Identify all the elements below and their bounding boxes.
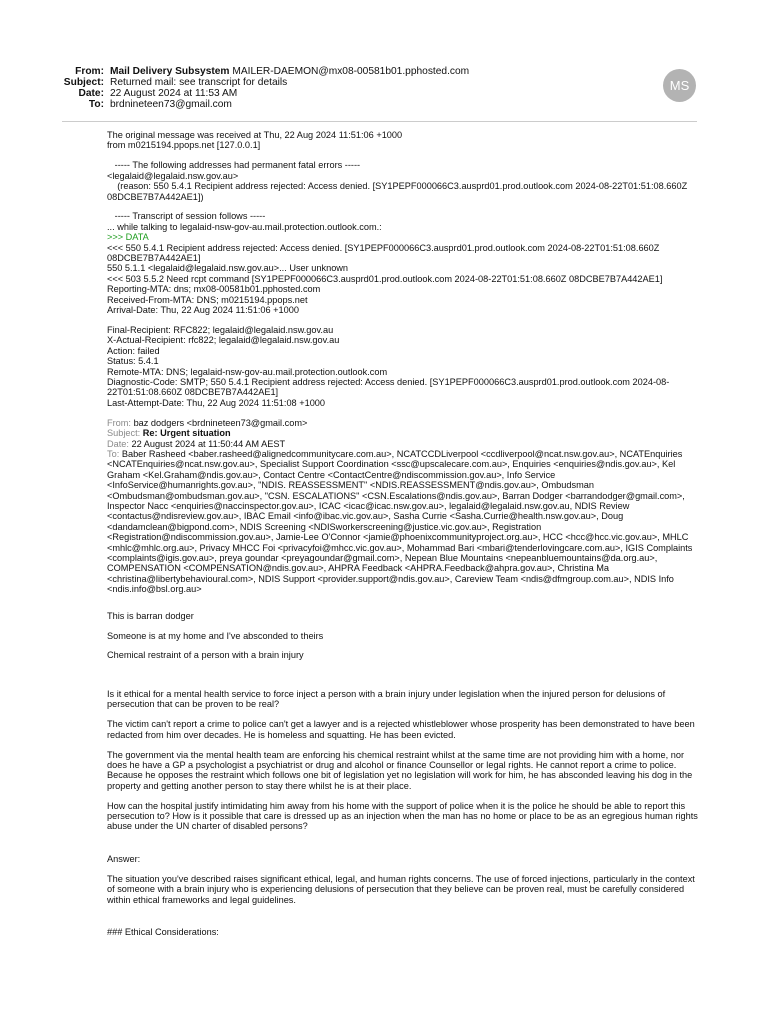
transcript-heading: ----- Transcript of session follows ----- (107, 211, 266, 222)
forwarded-header (107, 418, 699, 595)
message-header (0, 66, 700, 110)
transcript-lines: <<< 550 5.4.1 Recipient address rejected: Access denied. [SY1PEPF000066C3.ausprd01.prod.outlook.com 2024-08-22T01:51:08.660Z 08DCBE7B7A442AE1] 550 5.1.1 <legalaid@legalaid.nsw.gov.au>... User unknown <<< 503 5.5.2 Need rcpt command [SY1PEPF000066C3.ausprd01.prod.outlook.com 2024-08-22T01:51:08.660Z 08DCBE7B7A442AE1] (107, 242, 663, 284)
bounce-received (107, 130, 699, 151)
forwarded-to-label: To: (107, 448, 120, 459)
subject-label: Subject: (63, 77, 104, 88)
errors-reason: (reason: 550 5.4.1 Recipient address rejected: Access denied. [SY1PEPF000066C3.ausprd01.prod.outlook.com 2024-08-22T01:51:08.660Z 08DCBE7B7A442AE1]) (107, 181, 690, 202)
forwarded-subject-row (107, 428, 699, 438)
bounce-errors (107, 160, 699, 202)
forwarded-subject-label: Subject: (107, 428, 141, 439)
answer-label: Answer: (107, 853, 141, 864)
forwarded-to-row (107, 449, 699, 595)
forwarded-to[interactable]: Baber Rasheed <baber.rasheed@alignedcommunitycare.com.au>, NCATCCDLiverpool <ccdliverpool@ncat.nsw.gov.au>, NCATEnquiries <NCATEnquiries@ncat.nsw.gov.au>, Specialist Support Coordination <ssc@upscalecare.com.au>, Enquiries <enquiries@ndis.gov.au>, Kel Graham <Kel.Graham@ndis.gov.au>, Contact Centre <ContactCentre@ndiscommission.gov.au>, Info Service <InfoService@humanrights.gov.au>, "NDIS. REASSESSMENT" <NDIS.REASSESSMENT@ndis.gov.au>, Ombudsman <Ombudsman@ombudsman.gov.au>, "CSN. ESCALATIONS" <CSN.Escalations@ndis.gov.au>, Barran Dodger <barrandodger@gmail.com>, Inspector Nacc <enquiries@naccinspector.gov.au>, ICAC <icac@icac.nsw.gov.au>, legalaid@legalaid.nsw.gov.au, NDIS Review <contactus@ndisreview.gov.au>, IBAC Email <info@ibac.vic.gov.au>, Sasha Currie <Sasha.Currie@health.nsw.gov.au>, Doug <dandamclean@bigpond.com>, NDIS Screening <NDISworkerscreening@justice.vic.gov.au>, Registration <Registration@ndiscommission.gov.au>, Jamie-Lee O'Connor <jamie@phoenixcommunityproject.org.au>, HCC <hcc@hcc.vic.gov.au>, MHLC <mhlc@mhlc.org.au>, Privacy MHCC Foi <privacyfoi@mhcc.vic.gov.au>, Mohammad Bari <mbari@tenderlovingcare.com.au>, IGIS Complaints <complaints@igis.gov.au>, preya goundar <preyagoundar@gmail.com>, Nepean Blue Mountains <nepeanbluemountains@da.org.au>, COMPENSATION <COMPENSATION@ndis.gov.au>, AHPRA Feedback <AHPRA.Feedback@ahpra.gov.au>, Christina Ma <christina@libertybehavioural.com>, NDIS Support <provider.support@ndis.gov.au>, Careview Team <ndis@dfmgroup.com.au>, NDIS Info <ndis.info@bsl.org.au> (107, 448, 693, 595)
from-value[interactable] (110, 66, 469, 77)
date-value: 22 August 2024 at 11:53 AM (110, 88, 238, 99)
header-subject-row (0, 77, 700, 88)
body-paragraph: The government via the mental health team are enforcing his chemical restraint whilst at the same time are not providing him with a home, nor does he have a GP a psychologist a psychiatrist or drug and alcohol or finance Counsellor or legal rights. He cannot report a crime to police. Because he opposes the restraint which follows one bit of legislation yet no legislation will work for him, he has absconded leaving his dog in the property and getting another person to stay there whilst he is at their place. (107, 749, 695, 791)
status-block: Final-Recipient: RFC822; legalaid@legalaid.nsw.gov.au X-Actual-Recipient: rfc822; legalaid@legalaid.nsw.gov.au Action: failed Status: 5.4.1 Remote-MTA: DNS; legalaid-nsw-gov-au.mail.protection.outlook.com Diagnostic-Code: SMTP; 550 5.4.1 Recipient address rejected: Access denied. [SY1PEPF000066C3.ausprd01.prod.outlook.com 2024-08-22T01:51:08.660Z 08DCBE7B7A442AE1] Last-Attempt-Date: Thu, 22 Aug 2024 11:51:08 +1000 (107, 325, 670, 408)
errors-address: <legalaid@legalaid.nsw.gov.au> (107, 170, 239, 181)
header-to-row (0, 99, 700, 110)
to-value[interactable]: brdnineteen73@gmail.com (110, 99, 232, 110)
subject-value: Returned mail: see transcript for details (110, 77, 288, 88)
sender-address[interactable]: MAILER-DAEMON@mx08-00581b01.pphosted.com (232, 66, 470, 77)
forwarded-date-label: Date: (107, 438, 129, 449)
body-paragraph: This is barran dodger (107, 610, 194, 621)
errors-heading: ----- The following addresses had permanent fatal errors ----- (107, 160, 361, 171)
forwarded-from-row (107, 418, 699, 428)
message-body (107, 130, 699, 947)
date-label: Date: (78, 88, 104, 99)
header-divider (62, 121, 697, 122)
section-heading: ### Ethical Considerations: (107, 926, 219, 937)
reporting-block: Reporting-MTA: dns; mx08-00581b01.pphosted.com Received-From-MTA: DNS; m0215194.ppops.net Arrival-Date: Thu, 22 Aug 2024 11:51:06 +1000 (107, 284, 321, 316)
received-line-2: from m0215194.ppops.net [127.0.0.1] (107, 140, 261, 151)
from-label: From: (75, 66, 104, 77)
body-paragraph: Is it ethical for a mental health service to force inject a person with a brain injury under legislation when the injured person for delusions of persecution that can be proven to be real? (107, 688, 668, 710)
to-label: To: (88, 99, 104, 110)
transcript-talking: ... while talking to legalaid-nsw-gov-au.mail.protection.outlook.com.: (107, 221, 382, 232)
header-date-row (0, 88, 700, 99)
header-from-row (0, 66, 700, 77)
sender-avatar: MS (663, 69, 696, 102)
received-line-1: The original message was received at Thu, 22 Aug 2024 11:51:06 +1000 (107, 130, 403, 140)
sender-name[interactable]: Mail Delivery Subsystem (110, 66, 230, 77)
body-paragraph: Someone is at my home and I've absconded to theirs (107, 630, 324, 641)
forwarded-date: 22 August 2024 at 11:50:44 AM AEST (131, 438, 286, 449)
forwarded-subject: Re: Urgent situation (142, 428, 231, 439)
transcript-data: >>> DATA (107, 232, 149, 243)
body-paragraph: The situation you've described raises significant ethical, legal, and human rights concerns. The use of forced injections, particularly in the context of someone with a brain injury who is experiencing delusions of persecution that they believe can be proven real, must be carefully considered within ethical frameworks and legal guidelines. (107, 873, 698, 905)
body-paragraph: The victim can't report a crime to police can't get a lawyer and is a rejected whistleblower whose prosperity has been demonstrated to have been redacted from him over decades. He is homeless and squatting. He has been evicted. (107, 719, 698, 740)
forwarded-from-label: From: (107, 417, 131, 428)
body-paragraph: How can the hospital justify intimidating him away from his home with the support of police when it is the police he should be able to report this persecution to? How is it possible that care is dressed up as an injection when the man has no home or place to be as an egregious human rights abuse under the UN charter of disabled persons? (107, 800, 701, 832)
forwarded-from[interactable]: baz dodgers <brdnineteen73@gmail.com> (133, 417, 308, 428)
body-paragraph: Chemical restraint of a person with a brain injury (107, 650, 304, 661)
forwarded-date-row (107, 439, 699, 449)
bounce-transcript (107, 211, 699, 315)
